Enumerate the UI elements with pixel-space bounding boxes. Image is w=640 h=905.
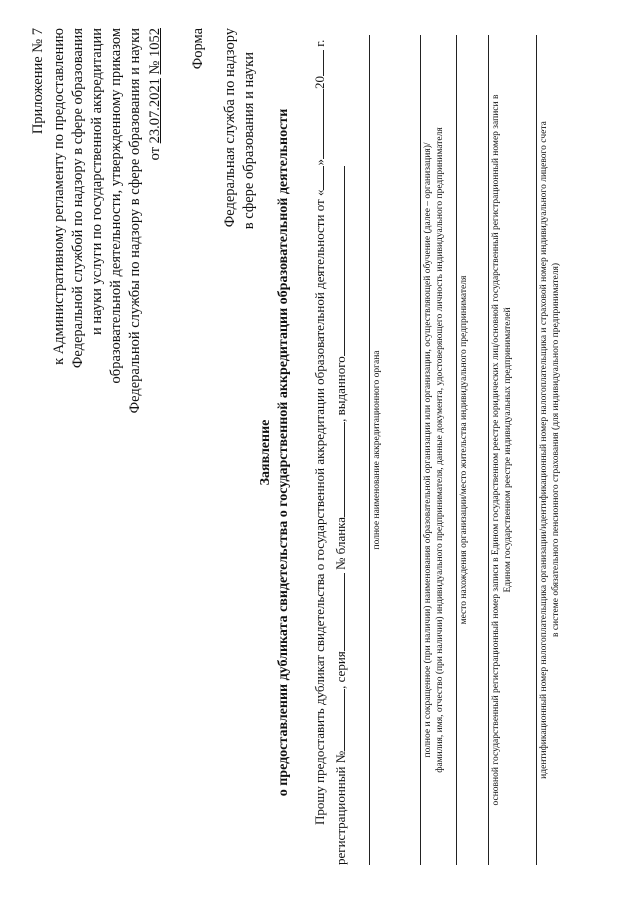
org-name-line bbox=[420, 35, 421, 865]
addressee-line-2: в сфере образования и науки bbox=[241, 52, 257, 230]
series-label: , серия bbox=[333, 651, 348, 689]
appendix-line-4: образовательной деятельности, утвержденному приказом bbox=[108, 28, 124, 384]
addressee-line-1: Федеральная служба по надзору bbox=[222, 28, 238, 228]
request-text: Прошу предоставить дубликат свидетельства о государственной аккредитации образовательной деятельности от « bbox=[312, 189, 327, 825]
inn-line bbox=[536, 35, 537, 865]
accreditation-body-line bbox=[369, 35, 370, 865]
appendix-line-2: Федеральной службой по надзору в сфере образования bbox=[70, 28, 86, 369]
inn-caption-2: в системе обязательного пенсионного страхования (для индивидуального предпринимателя) bbox=[551, 262, 561, 638]
org-name-caption-1: полное и сокращенное (при наличии) наименования образовательной организации или организации, осуществляющей обучение (далее – организация)/ bbox=[423, 142, 433, 758]
accreditation-body-caption: полное наименование аккредитационного органа bbox=[372, 350, 382, 550]
request-year: 20 bbox=[312, 76, 327, 90]
ogrn-line bbox=[488, 35, 489, 865]
date-prefix: от bbox=[147, 146, 163, 161]
request-year-suffix: г. bbox=[312, 39, 327, 47]
request-quote-close: » bbox=[312, 159, 327, 166]
location-line bbox=[456, 35, 457, 865]
appendix-line-1: к Административному регламенту по предоставлению bbox=[51, 28, 67, 365]
appendix-date-line bbox=[147, 28, 163, 160]
ogrn-caption-1: основной государственный регистрационный номер записи в Едином государственном реестре юридических лиц/основной государственный регистрационный номер записи в bbox=[491, 94, 501, 806]
request-line-2 bbox=[333, 166, 348, 865]
issued-by-label: , выданного bbox=[333, 356, 348, 422]
blank-number-label: № бланка bbox=[333, 516, 348, 570]
request-line-1 bbox=[312, 40, 327, 825]
appendix-date: 23.07.2021 bbox=[147, 78, 163, 144]
location-caption: место нахождения организации/место жительства индивидуального предпринимателя bbox=[459, 275, 469, 625]
appendix-number: № 1052 bbox=[147, 28, 163, 75]
appendix-line-5: Федеральной службы по надзору в сфере образования и науки bbox=[127, 28, 143, 414]
statement-title: Заявление bbox=[258, 419, 273, 486]
inn-caption-1: идентификационный номер налогоплательщика организации/идентификационный номер налогоплательщика и страховой номер индивидуального лицевого счета bbox=[539, 121, 549, 779]
ogrn-caption-2: Едином государственном реестре индивидуальных предпринимателей bbox=[503, 307, 513, 593]
statement-subtitle: о предоставлении дубликата свидетельства о государственной аккредитации образовательной деятельности bbox=[276, 108, 291, 797]
appendix-line-3: и науки услуги по государственной аккредитации bbox=[89, 28, 105, 336]
org-name-caption-2: фамилия, имя, отчество (при наличии) индивидуального предпринимателя, данные документа, удостоверяющего личность индивидуального предпринимателя bbox=[435, 127, 445, 773]
form-label: Форма bbox=[190, 28, 206, 70]
registration-number-label: регистрационный № bbox=[333, 750, 348, 865]
appendix-title: Приложение № 7 bbox=[30, 28, 46, 135]
